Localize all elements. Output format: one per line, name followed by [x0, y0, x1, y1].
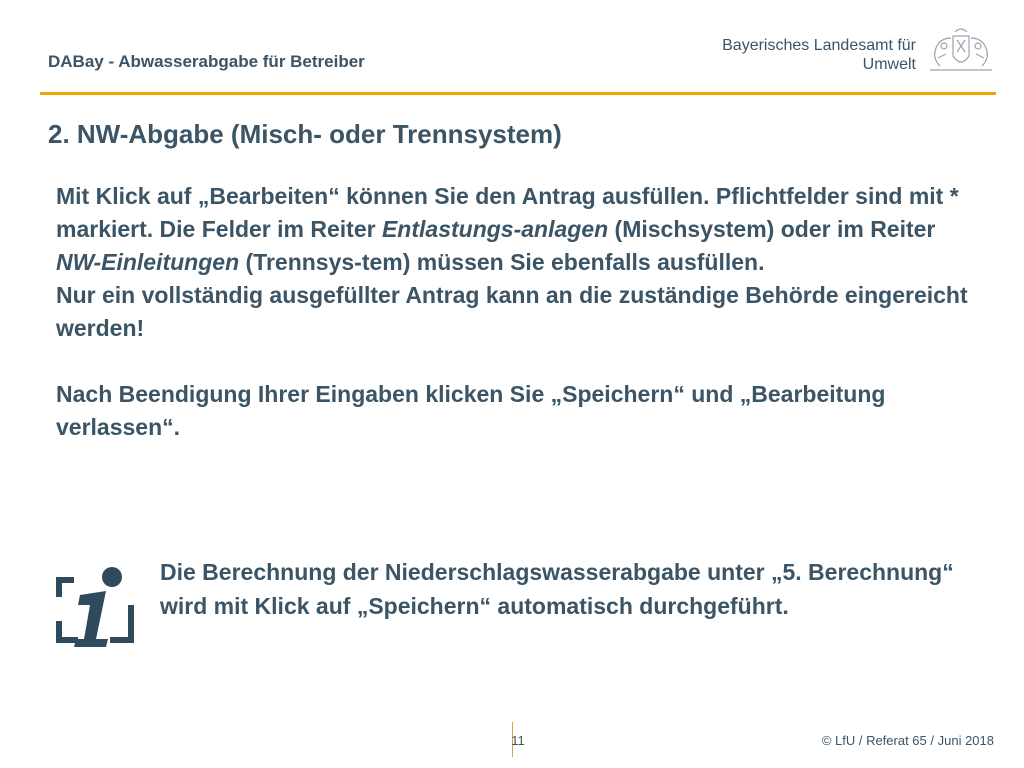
instruction-text: [56, 180, 971, 444]
bavarian-crest-logo: [924, 24, 998, 74]
instruction-paragraph-1: [56, 180, 971, 279]
info-note: Die Berechnung der Niederschlagswasserabgabe unter „5. Berechnung“ wird mit Klick auf „Speichern“ automatisch durchgeführt.: [160, 559, 954, 619]
info-icon: [54, 555, 136, 655]
tab-name-entlastungsanlagen: Entlastungs-anlagen: [381, 216, 609, 242]
instruction-text-part: (Trennsys-tem) müssen Sie ebenfalls ausfüllen.: [239, 249, 765, 275]
instruction-paragraph-3: Nach Beendigung Ihrer Eingaben klicken Sie „Speichern“ und „Bearbeitung verlassen“.: [56, 381, 886, 440]
instruction-text-part: (Mischsystem) oder im Reiter: [608, 216, 936, 242]
agency-name-line2: Umwelt: [862, 56, 916, 73]
slide-title: 2. NW-Abgabe (Misch- oder Trennsystem): [48, 119, 562, 149]
instruction-paragraph-2: Nur ein vollständig ausgefüllter Antrag kann an die zuständige Behörde eingereicht werden!: [56, 282, 968, 341]
page-number: 11: [511, 733, 525, 748]
instruction-text-part: Mit Klick auf „Bearbeiten“ können Sie den Antrag ausfüllen. Pflichtfelder sind mit * markiert. Die Felder im Reiter: [56, 183, 959, 242]
agency-name: [722, 36, 916, 74]
tab-name-nw-einleitungen: NW-Einleitungen: [56, 249, 240, 275]
agency-name-line1: Bayerisches Landesamt für: [722, 37, 916, 54]
paragraph-spacer: [56, 345, 971, 378]
app-title: DABay - Abwasserabgabe für Betreiber: [48, 52, 365, 71]
copyright-notice: © LfU / Referat 65 / Juni 2018: [821, 733, 994, 748]
header-divider: [40, 92, 996, 95]
